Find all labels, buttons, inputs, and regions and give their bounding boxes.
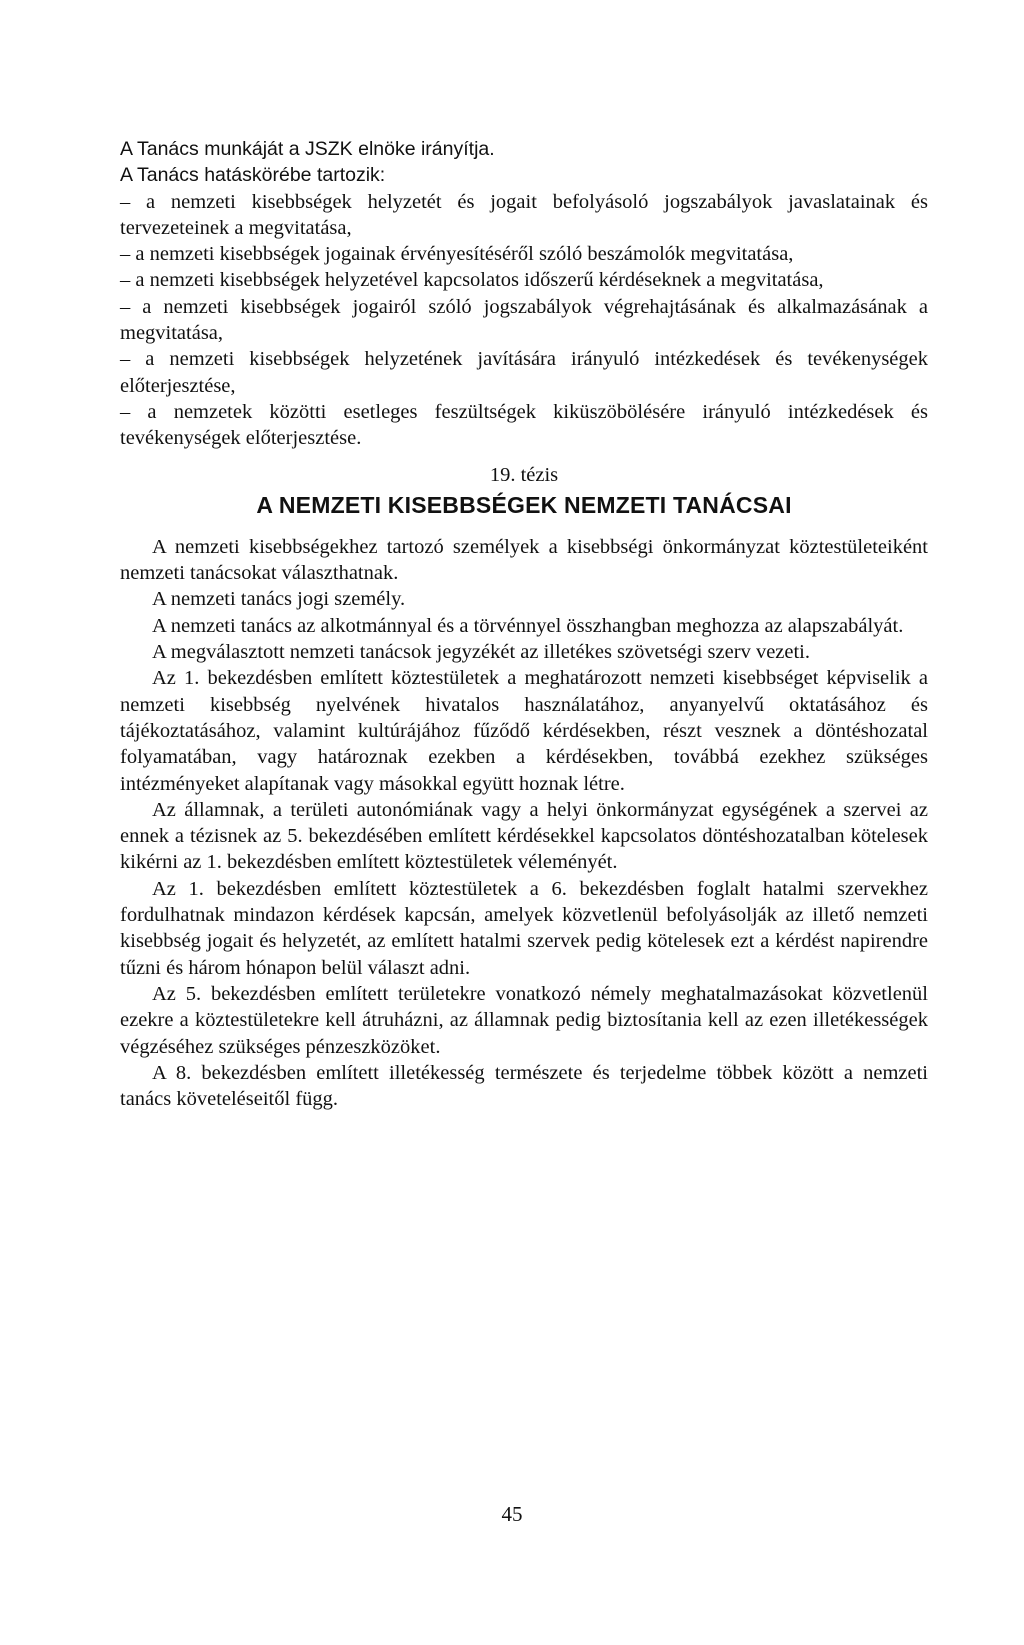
intro-line-1: A Tanács munkáját a JSZK elnöke irányítja. (120, 138, 495, 160)
duty-item-6: – a nemzetek közötti esetleges feszültségek kiküszöbölésére irányuló intézkedések és tevékenységek előterjesztése. (120, 400, 928, 450)
paragraph-5: Az 1. bekezdésben említett köztestületek a meghatározott nemzeti kisebbséget képviselik a nemzeti kisebbség nyelvének hivatalos használatához, anyanyelvű oktatásához és tájékoztatásához, valamint kultúrájához fűződő kérdésekben, részt vesznek a döntéshozatal folyamatában, vagy határoznak ezekben a kérdésekben, továbbá ezekhez szükséges intézményeket alapítanak vagy másokkal együtt hoznak létre. (120, 667, 928, 795)
section-heading: A NEMZETI KISEBBSÉGEK NEMZETI TANÁCSAI (256, 491, 792, 518)
duty-item-5: – a nemzeti kisebbségek helyzetének javítására irányuló intézkedések és tevékenységek előterjesztése, (120, 348, 928, 397)
intro-line-2: A Tanács hatáskörébe tartozik: (120, 164, 386, 187)
paragraph-2: A nemzeti tanács jogi személy. (152, 588, 406, 611)
duty-item-4: – a nemzeti kisebbségek jogairól szóló jogszabályok végrehajtásának és alkalmazásának a megvitatása, (120, 295, 928, 345)
thesis-body (120, 534, 928, 1113)
paragraph-4: A megválasztott nemzeti tanácsok jegyzékét az illetékes szövetségi szerv vezeti. (152, 641, 811, 664)
duty-item-1: – a nemzeti kisebbségek helyzetét és jogait befolyásoló jogszabályok javaslatainak és tervezeteinek a megvitatása, (120, 190, 928, 239)
paragraph-3: A nemzeti tanács az alkotmánnyal és a törvénnyel összhangban meghozza az alapszabályát. (152, 614, 904, 637)
paragraph-9: A 8. bekezdésben említett illetékesség természete és terjedelme többek között a nemzeti tanács követeléseitől függ. (120, 1061, 928, 1111)
duties-list (120, 189, 928, 452)
paragraph-7: Az 1. bekezdésben említett köztestületek a 6. bekezdésben foglalt hatalmi szervekhez fordulhatnak mindazon kérdések kapcsán, amelyek közvetlenül befolyásolják az illető nemzeti kisebbség jogait és helyzetét, az említett hatalmi szervek pedig kötelesek ezt a kérdést napirendre tűzni és három hónapon belül választ adni. (120, 877, 928, 979)
duty-item-3: – a nemzeti kisebbségek helyzetével kapcsolatos időszerű kérdéseknek a megvitatása, (120, 269, 824, 292)
thesis-number: 19. tézis (489, 463, 559, 486)
page-number: 45 (501, 1502, 523, 1526)
duty-item-2: – a nemzeti kisebbségek jogainak érvényesítéséről szóló beszámolók megvitatása, (120, 243, 794, 266)
paragraph-6: Az államnak, a területi autonómiának vagy a helyi önkormányzat egységének a szervei az ennek a tézisnek az 5. bekezdésében említett kérdésekkel kapcsolatos döntéshozatalban kötelesek kikérni az 1. bekezdésben említett köztestületek véleményét. (120, 798, 928, 874)
paragraph-8: Az 5. bekezdésben említett területekre vonatkozó némely meghatalmazásokat közvetlenül ezekre a köztestületekre kell átruházni, az államnak pedig biztosítania kell az ezen illetékességek végzéséhez szükséges pénzeszközöket. (120, 982, 928, 1058)
document-page (120, 136, 928, 1112)
paragraph-1: A nemzeti kisebbségekhez tartozó személyek a kisebbségi önkormányzat köztestületeiként nemzeti tanácsokat választhatnak. (120, 535, 928, 585)
